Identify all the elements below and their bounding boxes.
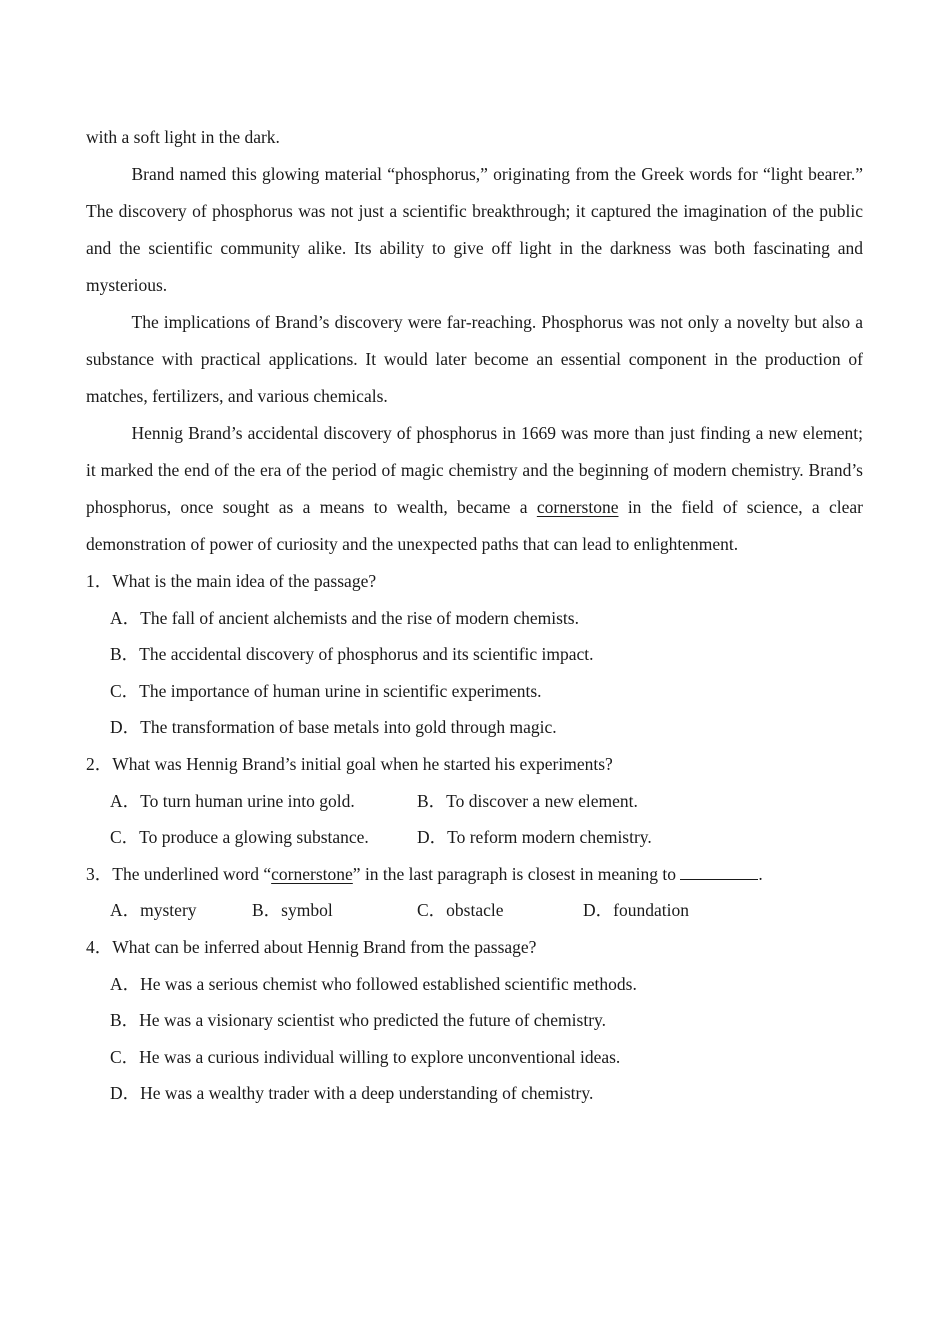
passage-paragraph-3: The implications of Brand’s discovery were far-reaching. Phosphorus was not only a novelty but also a substance with practical applications. It would later become an essential component in the production of matches, fertilizers, and various chemicals. — [86, 312, 863, 406]
question-1-option-b[interactable]: B．The accidental discovery of phosphorus and its scientific impact. — [110, 644, 594, 665]
underlined-word-cornerstone: cornerstone — [271, 863, 353, 884]
question-3-option-a[interactable]: A．mystery — [110, 900, 197, 921]
passage-continued-line: with a soft light in the dark. — [86, 127, 280, 147]
paragraph-4-text-before: Hennig Brand’s accidental discovery of phosphorus in 1669 was more than just finding a new element; it marked the end of the era of the period of magic chemistry and the beginning of modern chemistry. Brand’s phosphorus, once sought as a means to wealth, became a — [86, 423, 863, 517]
question-3-option-b[interactable]: B．symbol — [252, 900, 333, 921]
question-text: What was Hennig Brand’s initial goal when he started his experiments? — [112, 753, 613, 774]
question-text-after: ” in the last paragraph is closest in meaning to — [352, 863, 681, 884]
document-page — [86, 119, 863, 1112]
question-text-before: The underlined word “ — [112, 863, 272, 884]
question-2-option-b[interactable]: B．To discover a new element. — [417, 790, 638, 811]
question-1 — [86, 563, 863, 600]
question-3-option-c[interactable]: C．obstacle — [417, 900, 504, 921]
question-number: 1． — [86, 571, 113, 591]
question-4-option-d[interactable]: D．He was a wealthy trader with a deep understanding of chemistry. — [110, 1083, 594, 1104]
question-text-end: . — [758, 863, 763, 884]
answer-blank — [680, 861, 758, 880]
question-1-option-d[interactable]: D．The transformation of base metals into gold through magic. — [110, 717, 557, 738]
question-1-option-a[interactable]: A．The fall of ancient alchemists and the rise of modern chemists. — [110, 607, 579, 628]
question-4 — [86, 929, 863, 966]
question-4-option-a[interactable]: A．He was a serious chemist who followed established scientific methods. — [110, 973, 637, 994]
question-number: 2． — [86, 753, 113, 774]
question-3-option-d[interactable]: D．foundation — [583, 900, 689, 921]
passage-paragraph-2: Brand named this glowing material “phosphorus,” originating from the Greek words for “light bearer.” The discovery of phosphorus was not just a scientific breakthrough; it captured the imagination of the public and the scientific community alike. Its ability to give off light in the darkness was both fascinating and mysterious. — [86, 164, 863, 295]
question-4-option-b[interactable]: B．He was a visionary scientist who predicted the future of chemistry. — [110, 1010, 607, 1031]
question-2-options-row-2 — [86, 819, 863, 856]
underlined-word-cornerstone: cornerstone — [536, 497, 619, 517]
question-number: 4． — [86, 936, 113, 957]
question-2 — [86, 746, 863, 783]
passage-paragraph-4 — [86, 415, 863, 563]
question-number: 3． — [86, 863, 113, 884]
question-2-option-c[interactable]: C．To produce a glowing substance. — [110, 827, 369, 848]
question-2-option-d[interactable]: D．To reform modern chemistry. — [417, 827, 652, 848]
question-3-options-row — [86, 892, 863, 929]
question-2-options-row-1 — [86, 783, 863, 820]
question-2-option-a[interactable]: A．To turn human urine into gold. — [110, 790, 355, 811]
paragraph-4-text-after: in the field of science, a clear demonstration of power of curiosity and the unexpected paths that can lead to enlightenment. — [86, 497, 863, 554]
question-1-option-c[interactable]: C．The importance of human urine in scientific experiments. — [110, 680, 542, 701]
question-text: What can be inferred about Hennig Brand from the passage? — [112, 936, 537, 957]
question-4-option-c[interactable]: C．He was a curious individual willing to explore unconventional ideas. — [110, 1046, 621, 1067]
question-3 — [86, 856, 863, 893]
question-text: What is the main idea of the passage? — [112, 571, 377, 591]
